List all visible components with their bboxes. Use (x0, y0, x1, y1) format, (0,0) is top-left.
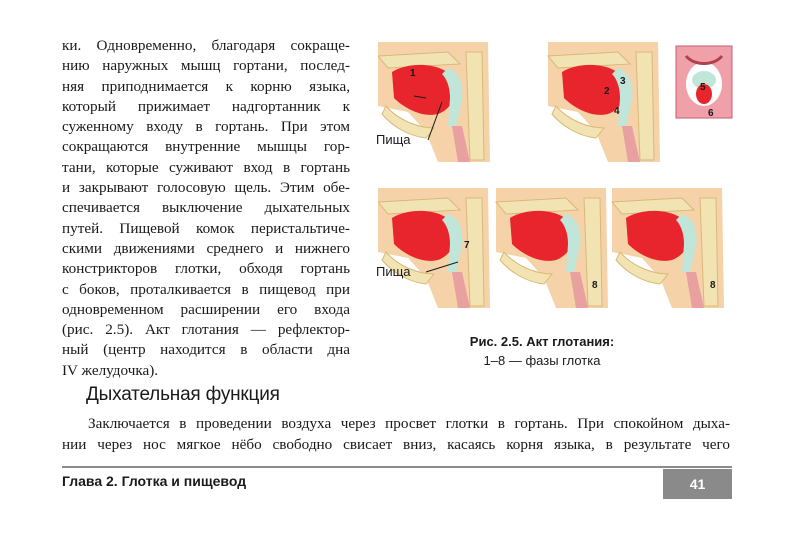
footer-divider (62, 466, 732, 468)
phase-number-6: 6 (708, 108, 714, 119)
left-column-text (62, 36, 350, 381)
text-line: ный (центр находится в области дна (62, 341, 350, 359)
phase-number-7: 7 (464, 240, 470, 251)
food-label-bottom: Пища (376, 264, 411, 279)
text-line: спечивается выключение дыхательных (62, 199, 350, 217)
text-line: нию наружных мышц гортани, послед- (62, 57, 350, 75)
text-line: Заключается в проведении воздуха через просвет глотки в гортань. При спокойном дыха- (88, 415, 730, 432)
phase-diagram (548, 42, 660, 162)
phase-number-8a: 8 (592, 280, 598, 291)
text-line: IV желудочка). (62, 361, 159, 379)
text-line: с боков, проталкивается в пищевод при (62, 280, 350, 298)
text-line: путей. Пищевой комок перистальтиче- (62, 219, 350, 237)
text-line: сокращаются внутренние мышцы гор- (62, 138, 350, 156)
text-line: который прижимает надгортанник к (62, 97, 350, 115)
phase-number-4: 4 (614, 106, 620, 117)
text-line: суженному входу в гортань. При этом (62, 118, 350, 136)
page-number-box (663, 469, 732, 499)
phase-number-1: 1 (410, 68, 416, 79)
page-number: 41 (689, 476, 706, 492)
text-line: (рис. 2.5). Акт глотания — рефлектор- (62, 321, 350, 339)
text-line: ки. Одновременно, благодаря сокраще- (62, 37, 350, 54)
food-label-top: Пища (376, 132, 411, 147)
text-line: нии через нос мягкое нёбо свободно свисает вниз, касаясь корня языка, в результате чего (62, 435, 730, 453)
caption-text: 1–8 — фазы глотка (483, 353, 601, 368)
phase-diagram (612, 188, 724, 308)
swallowing-figure (378, 40, 740, 310)
text-line: констрикторов глотки, обходя гортань (62, 260, 350, 278)
phase-number-3: 3 (620, 76, 626, 87)
section-heading: Дыхательная функция (86, 384, 280, 405)
phase-number-2: 2 (604, 86, 610, 97)
text-line: и закрывают голосовую щель. Этим обе- (62, 179, 350, 197)
figure-caption (392, 332, 692, 370)
text-line: тани, которые суживают вход в гортань (62, 158, 350, 176)
text-line: няя приподнимается к корню языка, (62, 77, 350, 95)
text-line: скими движениями среднего и нижнего (62, 239, 350, 257)
phase-number-8b: 8 (710, 280, 716, 291)
phase-number-5: 5 (700, 82, 706, 93)
caption-title: Рис. 2.5. Акт глотания: (469, 334, 615, 349)
footer-chapter-title: Глава 2. Глотка и пищевод (62, 473, 247, 489)
phase-diagram (378, 188, 490, 308)
section-body (62, 414, 730, 455)
text-line: одновременном расширении его входа (62, 300, 350, 318)
